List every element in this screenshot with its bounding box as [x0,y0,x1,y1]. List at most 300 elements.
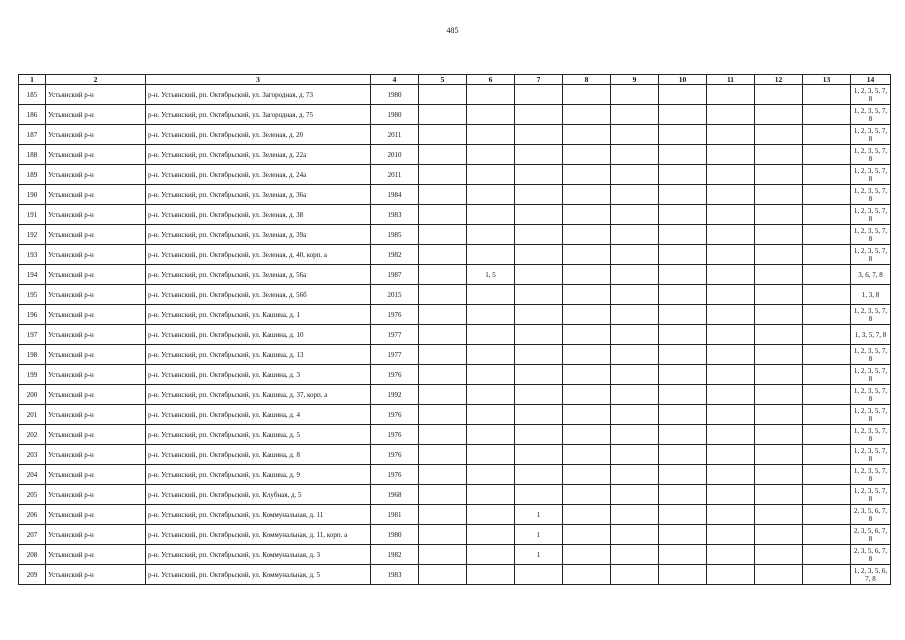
address-cell: р-н. Устьянский, рп. Октябрьский, ул. Кашина, д. 3 [146,365,371,385]
col11-cell [707,125,755,145]
col13-cell [803,365,851,385]
col12-cell [755,485,803,505]
col10-cell [659,105,707,125]
col8-cell [563,225,611,245]
col9-cell [611,225,659,245]
year-cell: 1976 [371,305,419,325]
district-cell: Устьянский р-н [46,305,146,325]
address-cell: р-н. Устьянский, рп. Октябрьский, ул. Кашина, д. 1 [146,305,371,325]
col14-cell: 1, 2, 3, 5, 7, 8 [851,425,891,445]
col11-cell [707,405,755,425]
year-cell: 1980 [371,85,419,105]
year-cell: 1987 [371,265,419,285]
col10-cell [659,185,707,205]
col10-cell [659,465,707,485]
col8-cell [563,405,611,425]
table-row [19,125,891,145]
col12-cell [755,285,803,305]
col6-cell [467,345,515,365]
col11-cell [707,565,755,585]
col14-cell: 1, 2, 3, 5, 7, 8 [851,185,891,205]
col10-cell [659,325,707,345]
col7-cell [515,485,563,505]
col14-cell: 1, 2, 3, 5, 7, 8 [851,365,891,385]
col13-cell [803,125,851,145]
col7-cell [515,165,563,185]
col6-cell [467,485,515,505]
district-cell: Устьянский р-н [46,145,146,165]
col12-cell [755,465,803,485]
col9-cell [611,105,659,125]
row-number-cell: 207 [19,525,46,545]
col12-cell [755,145,803,165]
col11-cell [707,265,755,285]
row-number-cell: 192 [19,225,46,245]
col8-cell [563,445,611,465]
year-cell: 1968 [371,485,419,505]
col12-cell [755,185,803,205]
row-number-cell: 186 [19,105,46,125]
district-cell: Устьянский р-н [46,185,146,205]
column-header: 9 [611,75,659,85]
address-cell: р-н. Устьянский, рп. Октябрьский, ул. Зеленая, д. 20 [146,125,371,145]
col8-cell [563,465,611,485]
col14-cell: 1, 2, 3, 5, 6, 7, 8 [851,565,891,585]
table-row [19,465,891,485]
col14-cell: 1, 2, 3, 5, 7, 8 [851,125,891,145]
row-number-cell: 187 [19,125,46,145]
table-row [19,105,891,125]
district-cell: Устьянский р-н [46,325,146,345]
col5-cell [419,365,467,385]
col9-cell [611,85,659,105]
district-cell: Устьянский р-н [46,165,146,185]
year-cell: 2015 [371,285,419,305]
district-cell: Устьянский р-н [46,225,146,245]
col13-cell [803,545,851,565]
col12-cell [755,305,803,325]
col12-cell [755,525,803,545]
col13-cell [803,265,851,285]
col7-cell [515,305,563,325]
year-cell: 2011 [371,165,419,185]
col12-cell [755,225,803,245]
col14-cell: 1, 2, 3, 5, 7, 8 [851,165,891,185]
col5-cell [419,125,467,145]
col7-cell [515,145,563,165]
col7-cell [515,465,563,485]
col10-cell [659,285,707,305]
col13-cell [803,185,851,205]
col14-cell: 1, 2, 3, 5, 7, 8 [851,205,891,225]
col10-cell [659,525,707,545]
district-cell: Устьянский р-н [46,385,146,405]
col12-cell [755,365,803,385]
year-cell: 1976 [371,365,419,385]
col13-cell [803,385,851,405]
col7-cell [515,325,563,345]
address-cell: р-н. Устьянский, рп. Октябрьский, ул. Коммунальная, д. 11 [146,505,371,525]
col11-cell [707,485,755,505]
col9-cell [611,545,659,565]
column-header: 7 [515,75,563,85]
row-number-cell: 189 [19,165,46,185]
col13-cell [803,465,851,485]
col6-cell [467,205,515,225]
col13-cell [803,565,851,585]
col13-cell [803,105,851,125]
col14-cell: 1, 2, 3, 5, 7, 8 [851,145,891,165]
row-number-cell: 194 [19,265,46,285]
col6-cell [467,445,515,465]
district-cell: Устьянский р-н [46,205,146,225]
row-number-cell: 191 [19,205,46,225]
col5-cell [419,405,467,425]
table-row [19,305,891,325]
col10-cell [659,405,707,425]
year-cell: 2011 [371,125,419,145]
col6-cell [467,505,515,525]
col14-cell: 2, 3, 5, 6, 7, 8 [851,505,891,525]
col9-cell [611,385,659,405]
col9-cell [611,185,659,205]
table-row [19,245,891,265]
col6-cell [467,385,515,405]
table-row [19,485,891,505]
col11-cell [707,305,755,325]
district-cell: Устьянский р-н [46,445,146,465]
col5-cell [419,345,467,365]
year-cell: 1976 [371,425,419,445]
col14-cell: 1, 2, 3, 5, 7, 8 [851,245,891,265]
col14-cell: 3, 6, 7, 8 [851,265,891,285]
col7-cell [515,285,563,305]
col11-cell [707,205,755,225]
col11-cell [707,185,755,205]
col14-cell: 1, 2, 3, 5, 7, 8 [851,85,891,105]
col7-cell [515,105,563,125]
col7-cell [515,405,563,425]
address-cell: р-н. Устьянский, рп. Октябрьский, ул. Кашина, д. 10 [146,325,371,345]
col9-cell [611,325,659,345]
year-cell: 1980 [371,525,419,545]
year-cell: 1977 [371,325,419,345]
col6-cell [467,405,515,425]
col7-cell: 1 [515,505,563,525]
address-cell: р-н. Устьянский, рп. Октябрьский, ул. Кашина, д. 9 [146,465,371,485]
col11-cell [707,325,755,345]
page-number: 485 [446,26,459,35]
district-cell: Устьянский р-н [46,345,146,365]
col12-cell [755,245,803,265]
col5-cell [419,225,467,245]
column-header: 1 [19,75,46,85]
year-cell: 1983 [371,565,419,585]
col8-cell [563,525,611,545]
district-cell: Устьянский р-н [46,565,146,585]
col6-cell [467,185,515,205]
col7-cell [515,365,563,385]
col11-cell [707,545,755,565]
col5-cell [419,545,467,565]
col8-cell [563,485,611,505]
district-cell: Устьянский р-н [46,245,146,265]
col5-cell [419,165,467,185]
col12-cell [755,125,803,145]
col13-cell [803,405,851,425]
col7-cell: 1 [515,525,563,545]
year-cell: 1992 [371,385,419,405]
col8-cell [563,365,611,385]
col9-cell [611,265,659,285]
col7-cell [515,125,563,145]
table-row [19,165,891,185]
col7-cell [515,385,563,405]
col12-cell [755,405,803,425]
table-row [19,265,891,285]
column-header: 11 [707,75,755,85]
col13-cell [803,525,851,545]
column-header: 10 [659,75,707,85]
col10-cell [659,425,707,445]
row-number-cell: 193 [19,245,46,265]
col13-cell [803,425,851,445]
table-row [19,565,891,585]
col14-cell: 1, 2, 3, 5, 7, 8 [851,305,891,325]
row-number-cell: 204 [19,465,46,485]
col5-cell [419,445,467,465]
column-header: 13 [803,75,851,85]
col5-cell [419,525,467,545]
col10-cell [659,245,707,265]
col13-cell [803,205,851,225]
year-cell: 2010 [371,145,419,165]
col9-cell [611,425,659,445]
year-cell: 1985 [371,225,419,245]
col13-cell [803,505,851,525]
col10-cell [659,165,707,185]
header-row [19,75,891,85]
column-header: 4 [371,75,419,85]
address-cell: р-н. Устьянский, рп. Октябрьский, ул. Зеленая, д. 22а [146,145,371,165]
col6-cell [467,545,515,565]
col10-cell [659,225,707,245]
col14-cell: 1, 2, 3, 5, 7, 8 [851,385,891,405]
col10-cell [659,125,707,145]
col10-cell [659,305,707,325]
col7-cell [515,425,563,445]
col8-cell [563,185,611,205]
year-cell: 1982 [371,545,419,565]
col8-cell [563,265,611,285]
col10-cell [659,385,707,405]
col6-cell [467,125,515,145]
col13-cell [803,145,851,165]
col9-cell [611,525,659,545]
col11-cell [707,445,755,465]
row-number-cell: 206 [19,505,46,525]
col12-cell [755,265,803,285]
table-row [19,325,891,345]
row-number-cell: 185 [19,85,46,105]
column-header: 8 [563,75,611,85]
col6-cell [467,365,515,385]
col9-cell [611,145,659,165]
table-row [19,365,891,385]
col12-cell [755,325,803,345]
col9-cell [611,125,659,145]
table-row [19,345,891,365]
col8-cell [563,85,611,105]
column-header: 12 [755,75,803,85]
col9-cell [611,505,659,525]
col14-cell: 1, 3, 5, 7, 8 [851,325,891,345]
col14-cell: 1, 2, 3, 5, 7, 8 [851,225,891,245]
col9-cell [611,165,659,185]
table-row [19,285,891,305]
table-row [19,525,891,545]
table-row [19,185,891,205]
column-header: 6 [467,75,515,85]
col12-cell [755,105,803,125]
col7-cell: 1 [515,545,563,565]
row-number-cell: 196 [19,305,46,325]
table-row [19,85,891,105]
col11-cell [707,245,755,265]
col11-cell [707,345,755,365]
col8-cell [563,545,611,565]
table-body [19,85,891,585]
row-number-cell: 195 [19,285,46,305]
col11-cell [707,425,755,445]
col12-cell [755,505,803,525]
col8-cell [563,385,611,405]
col14-cell: 1, 2, 3, 5, 7, 8 [851,345,891,365]
table-row [19,545,891,565]
col7-cell [515,85,563,105]
year-cell: 1984 [371,185,419,205]
col11-cell [707,465,755,485]
col8-cell [563,345,611,365]
col9-cell [611,565,659,585]
col6-cell [467,565,515,585]
column-header: 14 [851,75,891,85]
col12-cell [755,385,803,405]
district-cell: Устьянский р-н [46,465,146,485]
address-cell: р-н. Устьянский, рп. Октябрьский, ул. Клубная, д. 5 [146,485,371,505]
col8-cell [563,505,611,525]
year-cell: 1983 [371,205,419,225]
address-cell: р-н. Устьянский, рп. Октябрьский, ул. Зеленая, д. 38 [146,205,371,225]
col10-cell [659,445,707,465]
row-number-cell: 205 [19,485,46,505]
col11-cell [707,385,755,405]
table-row [19,425,891,445]
col7-cell [515,265,563,285]
col5-cell [419,425,467,445]
col14-cell: 1, 2, 3, 5, 7, 8 [851,405,891,425]
col9-cell [611,465,659,485]
col13-cell [803,325,851,345]
row-number-cell: 202 [19,425,46,445]
col5-cell [419,485,467,505]
col7-cell [515,345,563,365]
col5-cell [419,85,467,105]
col10-cell [659,85,707,105]
column-header: 2 [46,75,146,85]
col7-cell [515,205,563,225]
col14-cell: 2, 3, 5, 6, 7, 8 [851,525,891,545]
row-number-cell: 199 [19,365,46,385]
col12-cell [755,205,803,225]
col8-cell [563,425,611,445]
housing-table [18,74,891,585]
col14-cell: 1, 2, 3, 5, 7, 8 [851,465,891,485]
col5-cell [419,565,467,585]
col13-cell [803,245,851,265]
col6-cell [467,245,515,265]
col8-cell [563,125,611,145]
col6-cell: 1, 5 [467,265,515,285]
year-cell: 1982 [371,245,419,265]
year-cell: 1977 [371,345,419,365]
col9-cell [611,365,659,385]
col9-cell [611,285,659,305]
row-number-cell: 208 [19,545,46,565]
district-cell: Устьянский р-н [46,525,146,545]
col9-cell [611,345,659,365]
address-cell: р-н. Устьянский, рп. Октябрьский, ул. Кашина, д. 37, корп. а [146,385,371,405]
col10-cell [659,565,707,585]
table-row [19,385,891,405]
address-cell: р-н. Устьянский, рп. Октябрьский, ул. Коммунальная, д. 11, корп. а [146,525,371,545]
col13-cell [803,305,851,325]
year-cell: 1976 [371,405,419,425]
col12-cell [755,565,803,585]
year-cell: 1976 [371,465,419,485]
col10-cell [659,545,707,565]
col7-cell [515,565,563,585]
col11-cell [707,85,755,105]
col10-cell [659,145,707,165]
col14-cell: 1, 2, 3, 5, 7, 8 [851,445,891,465]
col5-cell [419,105,467,125]
address-cell: р-н. Устьянский, рп. Октябрьский, ул. Кашина, д. 4 [146,405,371,425]
col6-cell [467,525,515,545]
col11-cell [707,105,755,125]
address-cell: р-н. Устьянский, рп. Октябрьский, ул. Зеленая, д. 56а [146,265,371,285]
address-cell: р-н. Устьянский, рп. Октябрьский, ул. Кашина, д. 8 [146,445,371,465]
col11-cell [707,525,755,545]
col5-cell [419,465,467,485]
col10-cell [659,205,707,225]
col11-cell [707,225,755,245]
district-cell: Устьянский р-н [46,365,146,385]
column-header: 3 [146,75,371,85]
row-number-cell: 200 [19,385,46,405]
col11-cell [707,285,755,305]
col9-cell [611,405,659,425]
year-cell: 1980 [371,105,419,125]
col8-cell [563,205,611,225]
col9-cell [611,205,659,225]
col7-cell [515,445,563,465]
row-number-cell: 201 [19,405,46,425]
col8-cell [563,325,611,345]
table-row [19,445,891,465]
address-cell: р-н. Устьянский, рп. Октябрьский, ул. Загородная, д. 75 [146,105,371,125]
col14-cell: 2, 3, 5, 6, 7, 8 [851,545,891,565]
